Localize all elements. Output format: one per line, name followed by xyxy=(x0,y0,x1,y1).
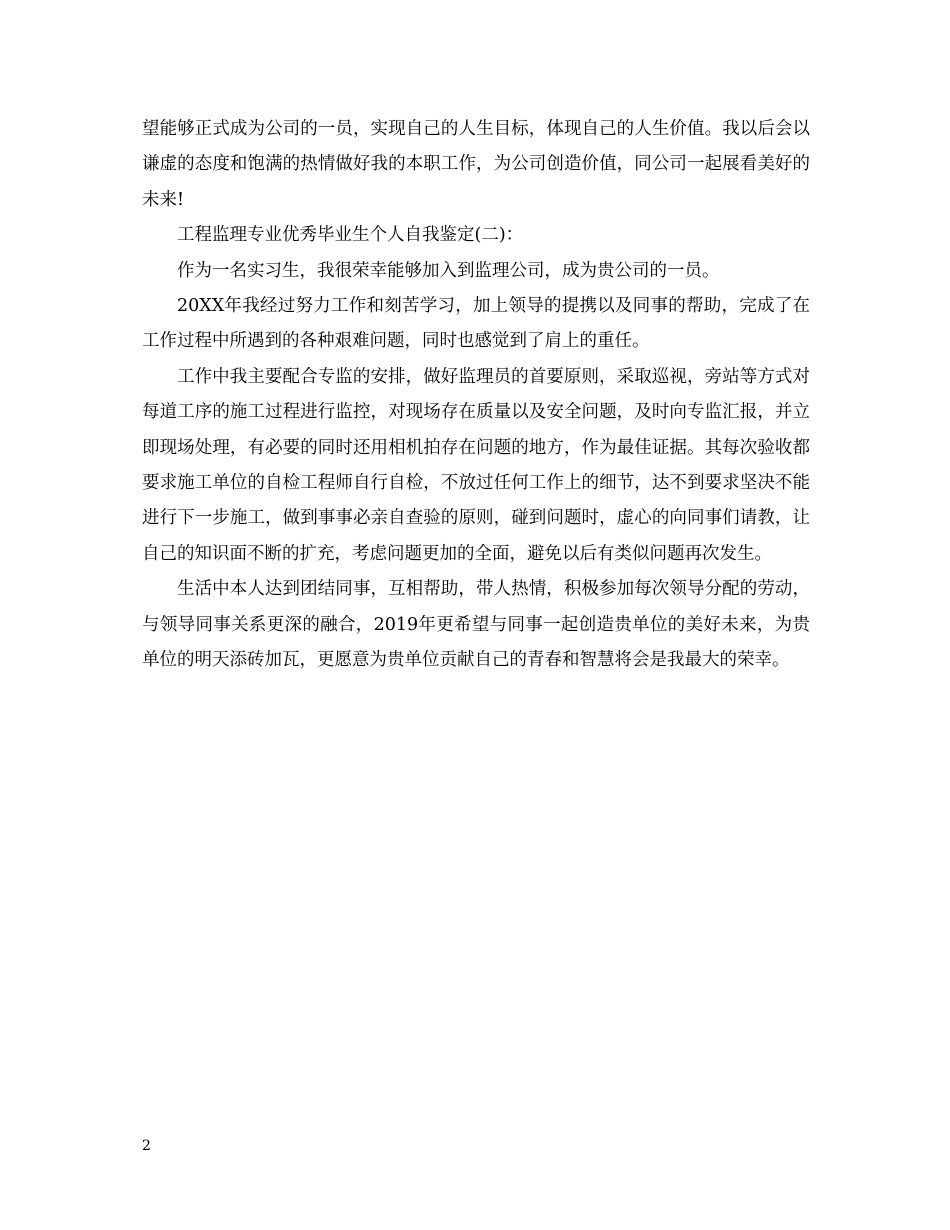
page-number: 2 xyxy=(142,1138,151,1154)
paragraph-year-summary: 20XX年我经过努力工作和刻苦学习，加上领导的提携以及同事的帮助，完成了在工作过程中所遇到的各种艰难问题，同时也感觉到了肩上的重任。 xyxy=(142,296,810,352)
section-heading: 工程监理专业优秀毕业生个人自我鉴定(二)： xyxy=(177,225,524,246)
paragraph-continuation: 望能够正式成为公司的一员，实现自己的人生目标，体现自己的人生价值。我以后会以谦虚的态度和饱满的热情做好我的本职工作，为公司创造价值，同公司一起展看美好的未来! xyxy=(142,119,810,210)
paragraph-work: 工作中我主要配合专监的安排，做好监理员的首要原则，采取巡视，旁站等方式对每道工序的施工过程进行监控，对现场存在质量以及安全问题，及时向专监汇报，并立即现场处理，有必要的同时还用相机拍存在问题的地方，作为最佳证据。其每次验收都要求施工单位的自检工程师自行自检，不放过任何工作上的细节，达不到要求坚决不能进行下一步施工，做到事事必亲自查验的原则，碰到问题时，虚心的向同事们请教，让自己的知识面不断的扩充，考虑问题更加的全面，避免以后有类似问题再次发生。 xyxy=(142,366,810,564)
paragraph-intro: 作为一名实习生，我很荣幸能够加入到监理公司，成为贵公司的一员。 xyxy=(177,260,720,281)
body-text xyxy=(142,112,810,679)
paragraph-life: 生活中本人达到团结同事，互相帮助，带人热情，积极参加每次领导分配的劳动，与领导同事关系更深的融合，2019年更希望与同事一起创造贵单位的美好未来，为贵单位的明天添砖加瓦，更愿意为贵单位贡献自己的青春和智慧将会是我最大的荣幸。 xyxy=(142,579,810,671)
